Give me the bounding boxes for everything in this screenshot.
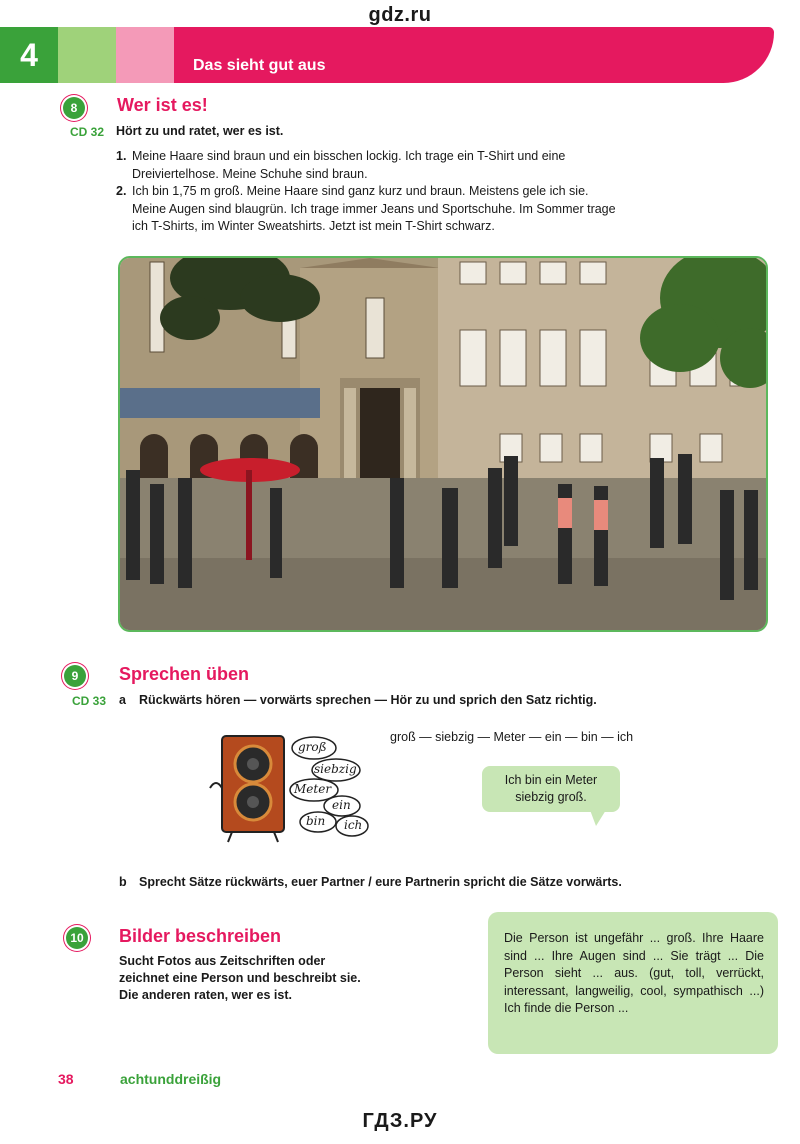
item-line: ich T-Shirts, im Winter Sweatshirts. Jetzt ist mein T-Shirt schwarz.	[132, 219, 495, 233]
item-line: Dreiviertelhose. Meine Schuhe sind braun.	[132, 166, 368, 181]
unit-number: 4	[20, 37, 38, 73]
item-number: 2.	[116, 184, 127, 198]
speaker-word: Meter	[294, 782, 332, 796]
header-band-light-green	[58, 27, 116, 83]
page-number: 38	[58, 1071, 74, 1087]
speaker-word: siebzig	[314, 762, 357, 776]
exercise-10-title: Bilder beschreiben	[119, 926, 282, 946]
exercise-9b-label: b	[119, 875, 127, 889]
exercise-10-badge: 10	[66, 927, 88, 949]
speaker-word: ein	[332, 798, 351, 812]
exercise-9-title: Sprechen üben	[119, 664, 250, 684]
item-line: Ich bin 1,75 m groß. Meine Haare sind ganz kurz und braun. Meistens gele ich sie.	[132, 184, 589, 198]
site-watermark-bottom: ГДЗ.РУ	[362, 1110, 438, 1132]
exercise-9-badge: 9	[64, 665, 86, 687]
page-number-word: achtunddreißig	[120, 1071, 222, 1087]
site-watermark-top: gdz.ru	[368, 4, 432, 26]
header-band-light-pink	[116, 27, 174, 83]
exercise-8-cd-label: CD 32	[70, 125, 105, 139]
exercise-8-instruction: Hört zu und ratet, wer es ist.	[116, 124, 284, 138]
speaker-word: ich	[344, 818, 363, 832]
speaker-word: bin	[306, 814, 326, 828]
exercise-9a-instruction: Rückwärts hören — vorwärts sprechen — Hör zu und sprich den Satz richtig.	[139, 693, 597, 707]
item-line: Meine Haare sind braun und ein bisschen lockig. Ich trage ein T-Shirt und eine	[132, 149, 566, 163]
speech-bubble-tail	[590, 810, 606, 826]
school-courtyard-photo	[118, 256, 768, 632]
speech-bubble-line: Ich bin ein Meter	[504, 773, 598, 787]
exercise-9a-label: a	[119, 693, 126, 707]
exercise-8-title: Wer ist es!	[117, 95, 208, 115]
speaker-illustration	[206, 728, 376, 846]
exercise-10-instruction	[119, 953, 361, 1004]
exercise-8-badge: 8	[63, 97, 85, 119]
exercise-9-cd-label: CD 33	[72, 694, 107, 708]
unit-title: Das sieht gut aus	[193, 57, 326, 74]
description-box-text: Die Person ist ungefähr ... groß. Ihre Haare sind ... Ihre Augen sind ... Sie trägt ... Die Person sieht ... aus. (gut, toll, verrückt, interessant, langweilig, cool, sympathisch ...) Ich finde die Person ...	[504, 931, 764, 1015]
item-line: Meine Augen sind blaugrün. Ich trage immer Jeans und Sportschuhe. Im Sommer trage	[132, 201, 616, 216]
scrambled-word-row: groß — siebzig — Meter — ein — bin — ich	[390, 730, 634, 744]
speech-bubble	[482, 766, 620, 812]
exercise-8-item-1	[116, 148, 724, 183]
instruction-line: Die anderen raten, wer es ist.	[119, 988, 292, 1002]
exercise-9b-instruction: Sprecht Sätze rückwärts, euer Partner / eure Partnerin spricht die Sätze vorwärts.	[139, 875, 622, 889]
instruction-line: zeichnet eine Person und beschreibt sie.	[119, 971, 361, 985]
exercise-8-item-2	[116, 183, 724, 236]
item-number: 1.	[116, 149, 127, 163]
instruction-line: Sucht Fotos aus Zeitschriften oder	[119, 954, 326, 968]
speaker-word: groß	[298, 740, 327, 754]
speech-bubble-line: siebzig groß.	[515, 790, 587, 804]
